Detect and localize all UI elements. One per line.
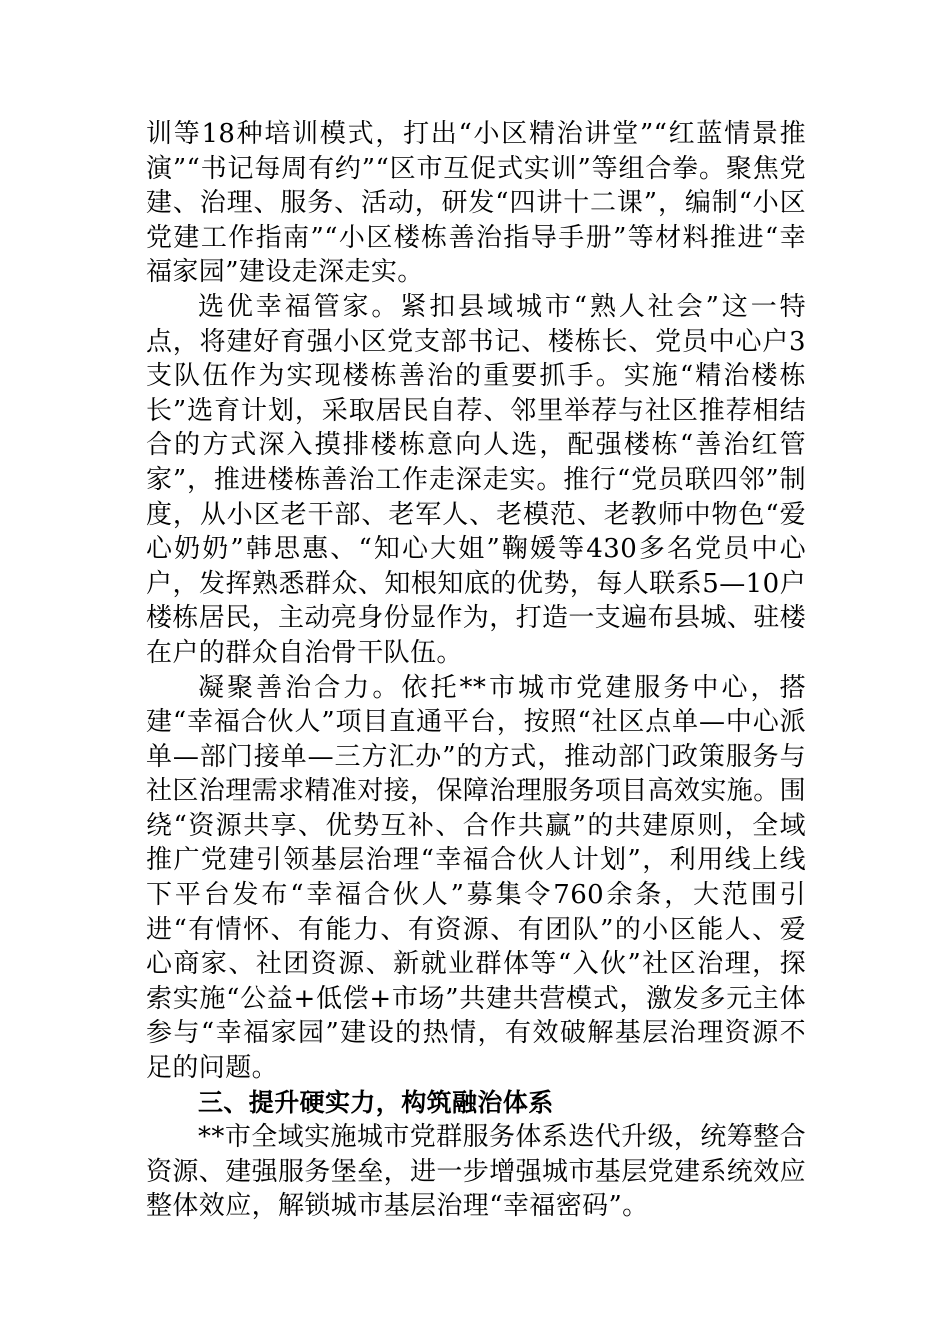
- paragraph-continued: 训等18种培训模式，打出“小区精治讲堂”“红蓝情景推演”“书记每周有约”“区市互促式实训”等组合拳。聚焦党建、治理、服务、活动，研发“四讲十二课”，编制“小区党建工作指南”“小区楼栋善治指导手册”等材料推进“幸福家园”建设走深走实。: [146, 119, 806, 288]
- paragraph-final: **市全域实施城市党群服务体系迭代升级，统筹整合资源、建强服务堡垒，进一步增强城市基层党建系统效应整体效应，解锁城市基层治理“幸福密码”。: [146, 1122, 807, 1222]
- paragraph-gather-governance: 凝聚善治合力。依托**市城市党建服务中心，搭建“幸福合伙人”项目直通平台，按照“社区点单—中心派单—部门接单—三方汇办”的方式，推动部门政策服务与社区治理需求精准对接，保障治理服务项目高效实施。围绕“资源共享、优势互补、合作共赢”的共建原则，全域推广党建引领基层治理“幸福合伙人计划”，利用线上线下平台发布“幸福合伙人”募集令760余条，大范围引进“有情怀、有能力、有资源、有团队”的小区能人、爱心商家、社团资源、新就业群体等“入伙”社区治理，探索实施“公益+低偿+市场”共建共营模式，激发多元主体参与“幸福家园”建设的热情，有效破解基层治理资源不足的问题。: [146, 672, 807, 1084]
- document-body: [146, 117, 806, 1224]
- section-heading: 三、提升硬实力，构筑融治体系: [198, 1087, 554, 1117]
- paragraph-select-managers: 选优幸福管家。紧扣县域城市“熟人社会”这一特点，将建好育强小区党支部书记、楼栋长、党员中心户3支队伍作为实现楼栋善治的重要抓手。实施“精治楼栋长”选育计划，采取居民自荐、邻里举荐与社区推荐相结合的方式深入摸排楼栋意向人选，配强楼栋“善治红管家”，推进楼栋善治工作走深走实。推行“党员联四邻”制度，从小区老干部、老军人、老模范、老教师中物色“爱心奶奶”韩思惠、“知心大姐”鞠媛等430多名党员中心户，发挥熟悉群众、知根知底的优势，每人联系5—10户楼栋居民，主动亮身份显作为，打造一支遍布县城、驻楼在户的群众自治骨干队伍。: [146, 291, 807, 668]
